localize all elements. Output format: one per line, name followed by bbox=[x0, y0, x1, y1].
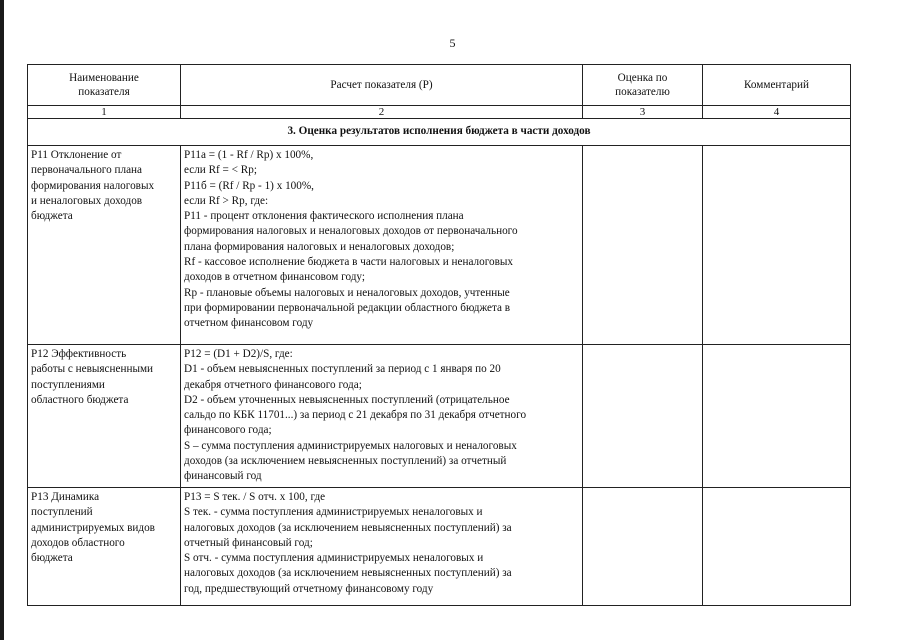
table-header-row bbox=[28, 65, 851, 106]
table-row bbox=[28, 146, 851, 345]
indicator-calculation: P11а = (1 - Rf / Rp) х 100%, если Rf = < Rp; P11б = (Rf / Rp - 1) х 100%, если Rf > Rp, где: P11 - процент отклонения фактического исполнения плана формирования налоговых и неналоговых доходов от первоначального плана формирования налоговых и неналоговых доходов; Rf - кассовое исполнение бюджета в части налоговых и неналоговых доходов в отчетном финансовом году; Rp - плановые объемы налоговых и неналоговых доходов, учтенные при формировании первоначальной редакции областного бюджета в отчетном финансовом году bbox=[181, 146, 583, 345]
indicator-name: P11 Отклонение от первоначального плана формирования налоговых и неналоговых доходов бюджета bbox=[28, 146, 181, 345]
indicator-calculation: P13 = S тек. / S отч. х 100, где S тек. - сумма поступления администрируемых неналоговых и налоговых доходов (за исключением невыясненных поступлений) за отчетный финансовый год; S отч. - сумма поступления администрируемых неналоговых и налоговых доходов (за исключением невыясненных поступлений) за год, предшествующий отчетному финансовому году bbox=[181, 488, 583, 606]
indicator-calculation: P12 = (D1 + D2)/S, где: D1 - объем невыясненных поступлений за период с 1 января по 20 декабря отчетного финансового года; D2 - объем уточненных невыясненных поступлений (отрицательное сальдо по КБК 11701...) за период с 21 декабря по 31 декабря отчетного финансового года; S – сумма поступления администрируемых налоговых и неналоговых доходов (за исключением невыясненных поступлений) за отчетный финансовый год bbox=[181, 345, 583, 488]
column-numbering-row bbox=[28, 106, 851, 119]
indicator-comment bbox=[703, 345, 851, 488]
column-number: 1 bbox=[28, 106, 181, 119]
table-row bbox=[28, 488, 851, 606]
indicator-comment bbox=[703, 488, 851, 606]
indicator-comment bbox=[703, 146, 851, 345]
table-row bbox=[28, 345, 851, 488]
page-number: 5 bbox=[449, 36, 456, 50]
indicator-score bbox=[583, 488, 703, 606]
header-indicator-name: Наименование показателя bbox=[28, 65, 181, 106]
section-title: 3. Оценка результатов исполнения бюджета в части доходов bbox=[28, 119, 851, 146]
indicator-name: P12 Эффективность работы с невыясненными поступлениями областного бюджета bbox=[28, 345, 181, 488]
indicator-table bbox=[27, 64, 851, 606]
indicator-name: P13 Динамика поступлений администрируемых видов доходов областного бюджета bbox=[28, 488, 181, 606]
column-number: 2 bbox=[181, 106, 583, 119]
column-number: 3 bbox=[583, 106, 703, 119]
header-calculation: Расчет показателя (P) bbox=[181, 65, 583, 106]
indicator-score bbox=[583, 146, 703, 345]
indicator-score bbox=[583, 345, 703, 488]
header-comment: Комментарий bbox=[703, 65, 851, 106]
header-score: Оценка по показателю bbox=[583, 65, 703, 106]
page-edge-shadow bbox=[0, 0, 4, 640]
column-number: 4 bbox=[703, 106, 851, 119]
section-row bbox=[28, 119, 851, 146]
